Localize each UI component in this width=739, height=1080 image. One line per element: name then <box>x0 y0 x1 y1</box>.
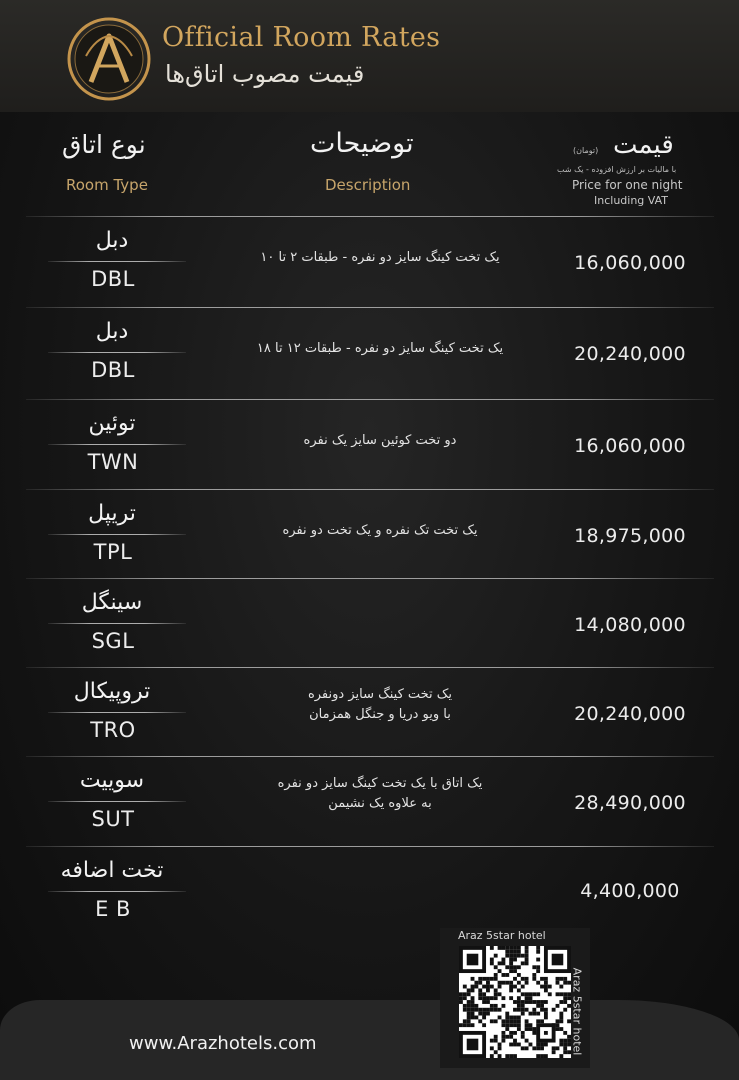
description-heading-en: Description <box>325 176 411 194</box>
room-price: 16,060,000 <box>574 252 686 274</box>
room-type-code: DBL <box>91 267 135 291</box>
room-type-separator <box>48 444 186 445</box>
price-vat-note-en: Including VAT <box>594 194 668 207</box>
room-description: یک تخت کینگ سایز دو نفره - طبقات ۲ تا ۱۰ <box>260 250 500 265</box>
room-price: 16,060,000 <box>574 435 686 457</box>
room-type-fa: تروپیکال <box>73 679 151 704</box>
row-divider <box>26 399 714 400</box>
room-price: 14,080,000 <box>574 614 686 636</box>
room-type-fa: سینگل <box>81 590 143 615</box>
room-description: دو تخت کوئین سایز یک نفره <box>303 433 457 448</box>
room-type-separator <box>48 801 186 802</box>
row-divider <box>26 307 714 308</box>
room-type-heading-fa: نوع اتاق <box>62 130 146 159</box>
description-heading-fa: توضیحات <box>310 128 414 159</box>
row-divider <box>26 578 714 579</box>
row-divider <box>26 667 714 668</box>
qr-caption-top: Araz 5star hotel <box>458 929 546 942</box>
header-title-en: Official Room Rates <box>162 22 441 53</box>
room-description: یک اتاق با یک تخت کینگ سایز دو نفره <box>277 776 483 791</box>
room-type-separator <box>48 712 186 713</box>
room-price: 20,240,000 <box>574 703 686 725</box>
room-type-heading-en: Room Type <box>66 176 148 194</box>
price-unit-fa: (تومان) <box>573 146 599 155</box>
row-divider <box>26 216 714 217</box>
row-divider <box>26 756 714 757</box>
row-divider <box>26 846 714 847</box>
room-price: 28,490,000 <box>574 792 686 814</box>
row-divider <box>26 489 714 490</box>
header-title-fa: قیمت مصوب اتاق‌ها <box>165 60 365 88</box>
qr-code-icon[interactable] <box>459 946 571 1058</box>
room-price: 18,975,000 <box>574 525 686 547</box>
room-type-fa: دبل <box>95 228 129 253</box>
room-type-separator <box>48 352 186 353</box>
room-type-fa: تخت اضافه <box>60 858 164 883</box>
footer-bar <box>0 1000 739 1080</box>
room-type-code: E B <box>95 897 131 921</box>
room-type-fa: توئین <box>88 411 136 436</box>
room-price: 4,400,000 <box>580 880 680 902</box>
room-type-code: TPL <box>93 540 133 564</box>
room-type-separator <box>48 891 186 892</box>
room-description: یک تخت کینگ سایز دونفره <box>307 687 453 702</box>
room-type-code: TRO <box>90 718 136 742</box>
price-vat-note-fa: با مالیات بر ارزش افزوده - یک شب <box>557 165 677 174</box>
room-type-code: SUT <box>91 807 135 831</box>
room-description: یک تخت تک نفره و یک تخت دو نفره <box>282 523 478 538</box>
header-bar <box>0 0 739 112</box>
room-description: یک تخت کینگ سایز دو نفره - طبقات ۱۲ تا ۱۸ <box>256 341 504 356</box>
qr-caption-right: Araz 5star hotel <box>570 967 584 1056</box>
room-type-code: DBL <box>91 358 135 382</box>
price-heading-fa: قیمت <box>613 130 674 160</box>
price-heading-en: Price for one night <box>572 178 683 192</box>
room-description: با ویو دریا و جنگل همزمان <box>309 707 451 722</box>
room-type-code: SGL <box>91 629 135 653</box>
room-type-code: TWN <box>87 450 139 474</box>
room-type-fa: سوییت <box>79 768 145 793</box>
room-type-separator <box>48 623 186 624</box>
room-type-separator <box>48 534 186 535</box>
website-link[interactable]: www.Arazhotels.com <box>129 1033 317 1054</box>
room-type-fa: تریپل <box>88 501 136 526</box>
room-price: 20,240,000 <box>574 343 686 365</box>
araz-hotel-logo-icon <box>66 16 152 102</box>
room-description: به علاوه یک نشیمن <box>328 796 432 811</box>
room-type-fa: دبل <box>95 319 129 344</box>
room-type-separator <box>48 261 186 262</box>
